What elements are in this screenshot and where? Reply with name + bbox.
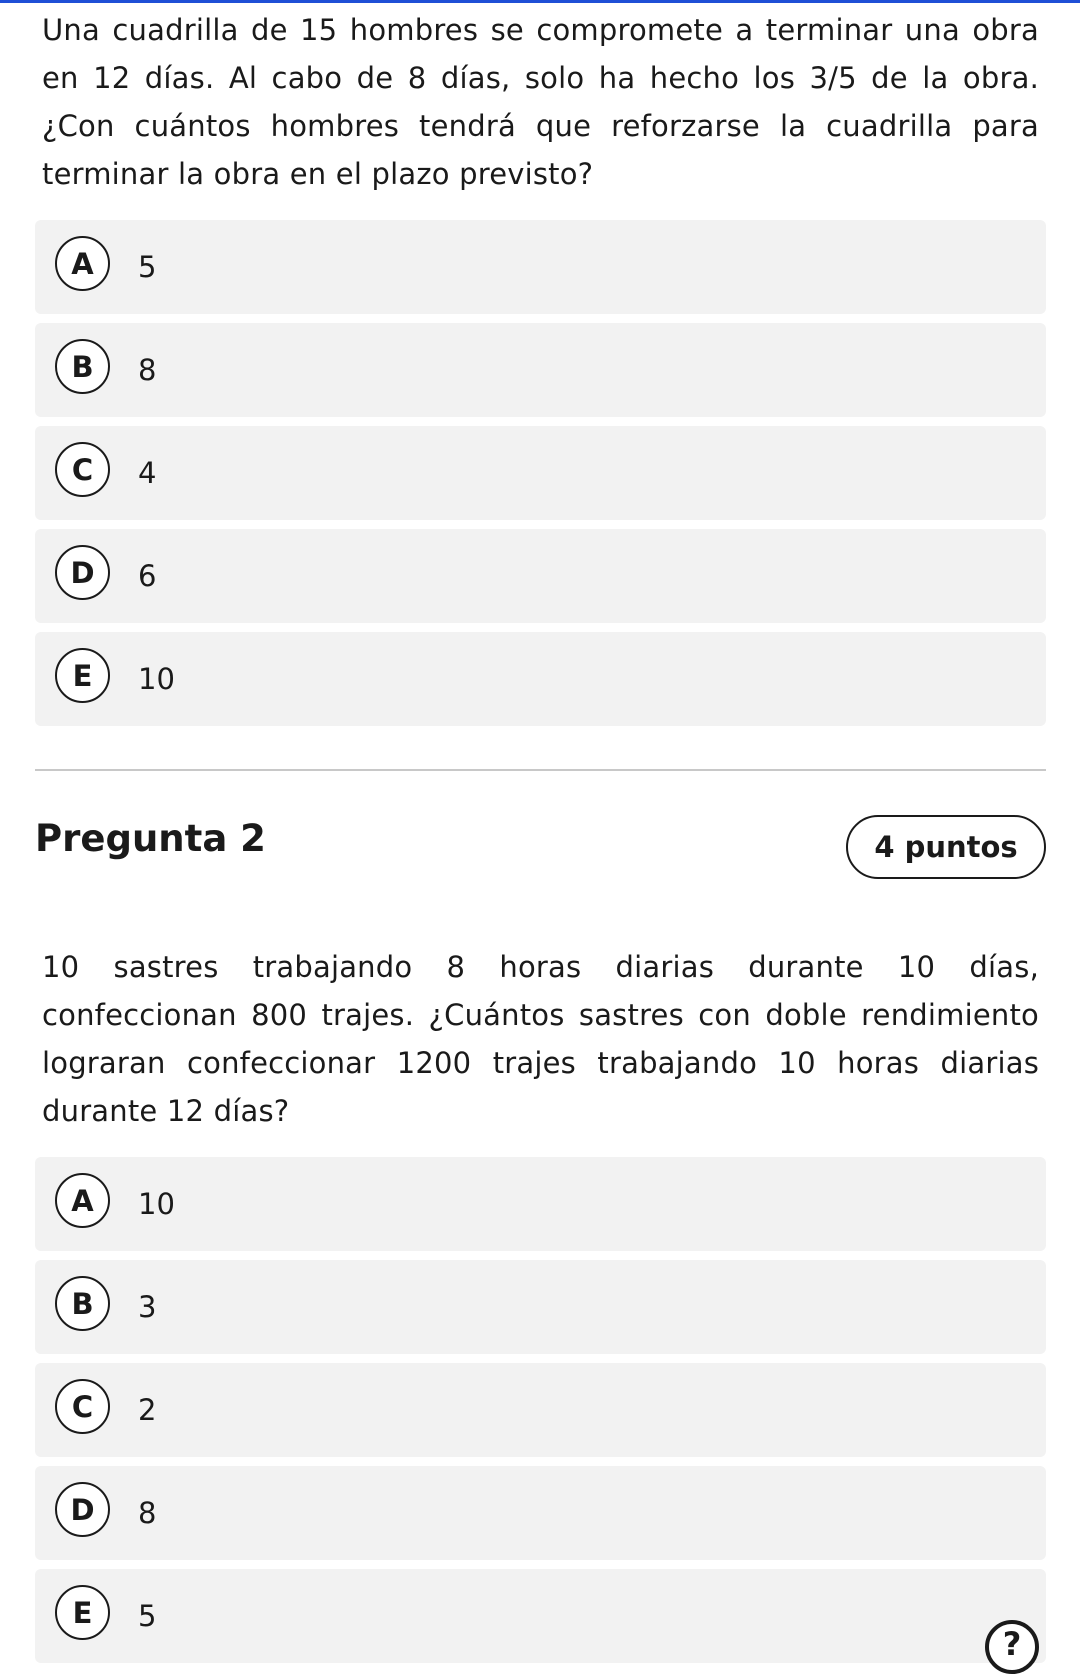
question-1-option-c[interactable] [35,426,1046,520]
option-value: 8 [138,353,157,387]
option-value: 3 [138,1290,157,1324]
question-1-text: Una cuadrilla de 15 hombres se compromete a terminar una obra en 12 días. Al cabo de 8 días, solo ha hecho los 3/5 de la obra. ¿Con cuántos hombres tendrá que reforzarse la cuadrilla para terminar la obra en el plazo previsto? [42,13,1039,191]
option-letter-badge: E [55,1585,110,1640]
option-letter-badge: C [55,1379,110,1434]
question-2-option-d[interactable] [35,1466,1046,1560]
option-letter-badge: A [55,236,110,291]
option-value: 6 [138,559,157,593]
option-letter-badge: C [55,442,110,497]
question-2-text: 10 sastres trabajando 8 horas diarias durante 10 días, confeccionan 800 trajes. ¿Cuántos sastres con doble rendimiento lograran confeccionar 1200 trajes trabajando 10 horas diarias durante 12 días? [42,950,1039,1128]
question-2-option-b[interactable] [35,1260,1046,1354]
question-2-option-c[interactable] [35,1363,1046,1457]
quiz-content [35,0,1046,1672]
question-1-option-b[interactable] [35,323,1046,417]
option-letter-badge: D [55,1482,110,1537]
option-value: 8 [138,1496,157,1530]
option-letter-badge: D [55,545,110,600]
question-1-option-d[interactable] [35,529,1046,623]
option-value: 5 [138,250,157,284]
question-1-option-e[interactable] [35,632,1046,726]
question-2-header [35,771,1046,897]
option-letter-badge: B [55,339,110,394]
option-letter-badge: E [55,648,110,703]
option-value: 10 [138,662,175,696]
option-letter-badge: A [55,1173,110,1228]
help-icon[interactable]: ? [985,1620,1039,1674]
option-value: 5 [138,1599,157,1633]
question-1-option-a[interactable] [35,220,1046,314]
points-badge: 4 puntos [846,815,1046,879]
question-2-title: Pregunta 2 [35,817,266,860]
option-value: 10 [138,1187,175,1221]
question-2-option-a[interactable] [35,1157,1046,1251]
option-value: 4 [138,456,157,490]
option-value: 2 [138,1393,157,1427]
question-2-options [35,1157,1046,1663]
option-letter-badge: B [55,1276,110,1331]
question-2-option-e[interactable] [35,1569,1046,1663]
question-1-options [35,220,1046,726]
